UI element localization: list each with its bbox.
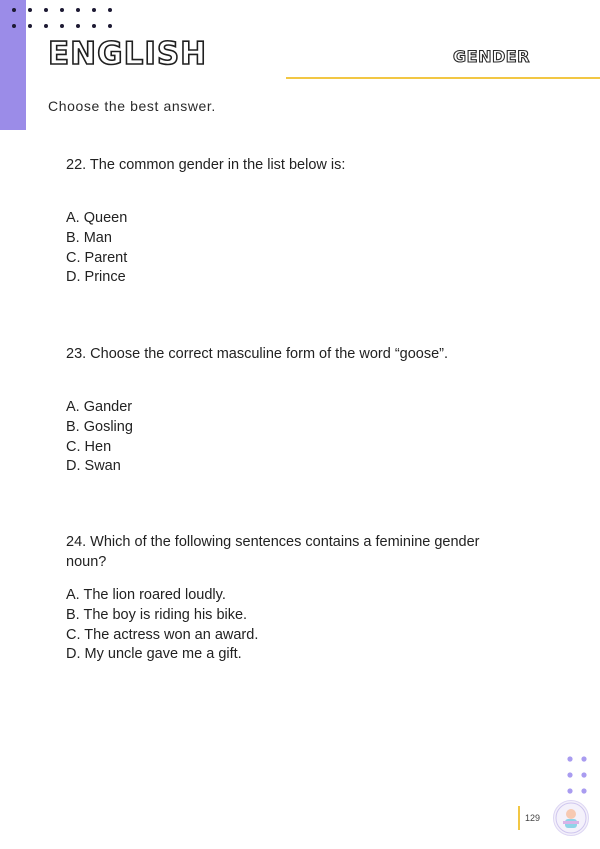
answer-options: [66, 586, 516, 665]
option-d: D. Swan: [66, 458, 121, 475]
option-a: A. The lion roared loudly.: [66, 587, 226, 603]
option-a: A. Queen: [66, 210, 128, 226]
question-24: [66, 532, 516, 665]
option-c: C. Hen: [66, 438, 112, 455]
question-22: [66, 155, 526, 288]
option-d: D. Prince: [66, 269, 126, 286]
option-d: D. My uncle gave me a gift.: [66, 646, 242, 663]
page-number: 129: [525, 813, 541, 823]
option-b: B. The boy is riding his bike.: [66, 606, 248, 623]
option-b: B. Gosling: [66, 418, 133, 435]
topic-underline: [286, 77, 600, 79]
question-text: 24. Which of the following sentences contains a feminine gender noun?: [66, 534, 480, 570]
page-number-divider: [518, 806, 520, 830]
instructions: Choose the best answer.: [48, 98, 216, 114]
question-23: [66, 344, 526, 477]
subject-title: ENGLISH: [48, 36, 208, 72]
side-accent-bar: [0, 0, 26, 130]
option-b: B. Man: [66, 229, 112, 246]
answer-options: [66, 209, 526, 288]
question-text: 23. Choose the correct masculine form of the word “goose”.: [66, 346, 449, 362]
school-logo-icon: [553, 800, 589, 836]
option-a: A. Gander: [66, 399, 133, 415]
topic-title: GENDER: [453, 47, 530, 66]
option-c: C. Parent: [66, 249, 128, 266]
option-c: C. The actress won an award.: [66, 626, 259, 643]
answer-options: [66, 398, 526, 477]
question-text: 22. The common gender in the list below is:: [66, 157, 346, 173]
